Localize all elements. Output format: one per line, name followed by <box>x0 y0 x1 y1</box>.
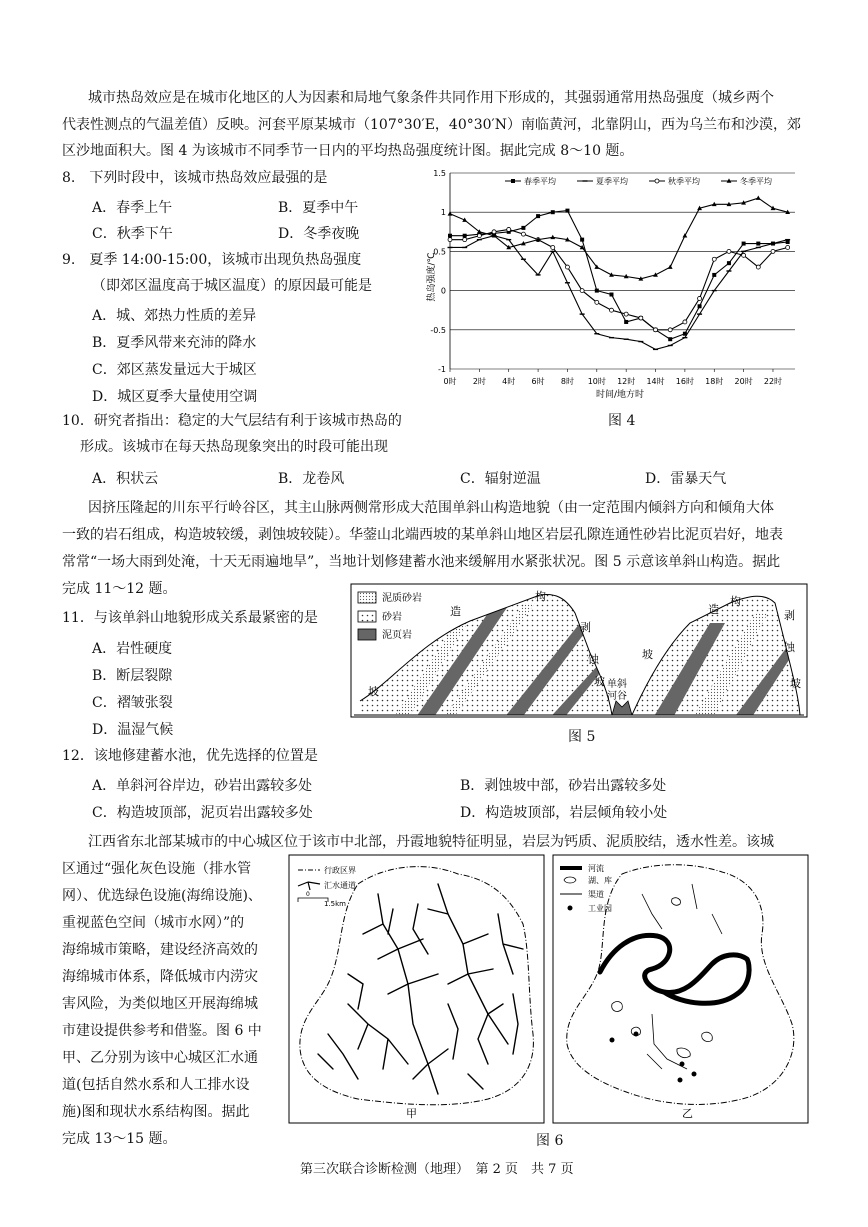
chart-x-tick-label: 16时 <box>675 377 694 386</box>
intro3-line-7: 害风险，为类似地区开展海绵城 <box>62 996 258 1012</box>
chart-point <box>448 238 452 242</box>
q9-option-c: C．郊区蒸发量远大于城区 <box>92 362 257 378</box>
legend-sandstone: 砂岩 <box>382 612 402 623</box>
chart-point <box>756 195 761 199</box>
chart-point <box>624 312 628 316</box>
chart-point <box>639 316 643 320</box>
chart-point <box>550 235 555 239</box>
label-tectonic-2: 构 <box>535 590 546 603</box>
chart-point <box>448 234 452 238</box>
chart-y-axis-label: 热岛强度/℃ <box>427 252 437 302</box>
q10-option-c: C．辐射逆温 <box>460 471 541 487</box>
chart-point <box>742 242 746 246</box>
q10-option-b: B．龙卷风 <box>278 471 345 487</box>
label-erosion-4: 蚀 <box>784 641 795 654</box>
q11-option-c: C．褶皱张裂 <box>92 695 173 711</box>
intro3-line-1: 江西省东北部某城市的中心城区位于该市中北部，丹霞地貌特征明显，岩层为钙质、泥质胶结，透水性差。该城 <box>88 834 774 850</box>
page-footer: 第三次联合诊断检测（地理） 第 2 页 共 7 页 <box>300 1162 574 1177</box>
intro2-line-3: 常常“一场大雨到处淹，十天无雨遍地旱”，当地计划修建蓄水池来缓解用水紧张状况。图 5 示意该单斜山构造。据此 <box>62 554 781 570</box>
chart-point <box>511 179 515 183</box>
chart-point <box>463 234 467 238</box>
chart-point <box>742 253 746 257</box>
q11-option-b: B．断层裂隙 <box>92 668 173 684</box>
chart-point <box>712 257 716 261</box>
label-slope-3: 坡 <box>642 648 653 661</box>
chart-series-line <box>450 211 788 340</box>
q12-option-c: C．构造坡顶部，泥页岩出露较多处 <box>92 805 313 821</box>
legend-admin-boundary: 行政区界 <box>324 866 356 875</box>
chart-point <box>756 265 760 269</box>
q9-option-d: D．城区夏季大量使用空调 <box>92 389 258 405</box>
q10-stem-1: 10．研究者指出：稳定的大气层结有利于该城市热岛的 <box>62 413 402 429</box>
q12-option-d: D．构造坡顶部，岩层倾角较小处 <box>460 805 668 821</box>
q10-stem-2: 形成。该城市在每天热岛现象突出的时段可能出现 <box>80 439 388 455</box>
chart-point <box>654 328 658 332</box>
chart-point <box>668 264 673 268</box>
figure-5-caption: 图 5 <box>568 729 596 745</box>
chart-x-tick-label: 18时 <box>705 377 724 386</box>
intro1-line-3: 区沙地面积大。图 4 为该城市不同季节一日内的平均热岛强度统计图。据此完成 8～10 题。 <box>62 143 634 159</box>
chart-point <box>565 209 569 213</box>
chart-point <box>712 273 716 277</box>
chart-x-tick-label: 14时 <box>646 377 665 386</box>
intro3-line-6: 海绵城市体系，降低城市内涝灾 <box>62 969 258 985</box>
chart-point <box>507 227 511 231</box>
figure-6-jia-map <box>288 854 546 1124</box>
q8-option-c: C．秋季下午 <box>92 226 173 242</box>
intro3-line-2: 区通过“强化灰色设施（排水管 <box>62 861 252 877</box>
chart-point <box>786 240 790 244</box>
intro3-line-10: 道(包括自然水系和人工排水设 <box>62 1077 250 1093</box>
chart-point <box>727 249 731 253</box>
chart-y-tick-label: 1 <box>440 208 446 218</box>
label-valley-1: 单斜 <box>607 679 627 690</box>
intro3-line-5: 海绵城市策略，建设经济高效的 <box>62 942 258 958</box>
figure-6-yi-label: 乙 <box>682 1107 693 1120</box>
intro3-line-11: 施)图和现状水系结构图。据此 <box>62 1104 250 1120</box>
chart-legend-label: 春季平均 <box>524 177 556 186</box>
chart-point <box>609 308 613 312</box>
q12-stem: 12．该地修建蓄水池，优先选择的位置是 <box>62 748 318 764</box>
label-tectonic-1: 造 <box>450 605 461 618</box>
intro3-line-12: 完成 13～15 题。 <box>62 1131 177 1147</box>
chart-point <box>682 233 687 237</box>
chart-y-tick-label: 0.5 <box>433 247 446 257</box>
chart-point <box>565 265 569 269</box>
legend-canal: 渠道 <box>588 890 604 899</box>
q8-option-d: D．冬季夜晚 <box>278 226 360 242</box>
chart-point <box>448 211 453 215</box>
chart-point <box>683 320 687 324</box>
label-slope-2: 坡 <box>594 675 605 688</box>
q9-stem-2: （即郊区温度高于城区温度）的原因最可能是 <box>92 278 372 294</box>
chart-point <box>727 261 731 265</box>
chart-point <box>609 293 613 297</box>
chart-legend-label: 秋季平均 <box>668 177 700 186</box>
legend-muddy-sandstone: 泥质砂岩 <box>382 593 422 604</box>
chart-x-tick-label: 0时 <box>443 377 457 386</box>
legend-industrial-park: 工业园 <box>588 904 612 913</box>
chart-point <box>580 238 584 242</box>
chart-point <box>463 238 467 242</box>
chart-x-tick-label: 12时 <box>617 377 636 386</box>
label-erosion-2: 蚀 <box>588 653 599 666</box>
q8-option-a: A．春季上午 <box>92 200 173 216</box>
chart-point <box>771 206 776 210</box>
figure-6-yi-map <box>552 854 810 1124</box>
intro2-line-2: 一致的岩石组成，构造坡较缓，剥蚀坡较陡）。华蓥山北端西坡的某单斜山地区岩层孔隙连通性砂岩比泥页岩好，地表 <box>62 527 783 543</box>
scale-bar-label: 1.5km <box>324 900 347 908</box>
q10-option-a: A．积状云 <box>92 471 159 487</box>
label-slope-4: 坡 <box>790 677 801 690</box>
legend-mudstone-shale: 泥页岩 <box>382 630 412 641</box>
chart-point <box>668 337 672 341</box>
label-valley-2: 河谷 <box>607 691 627 702</box>
chart-point <box>655 179 659 183</box>
label-tectonic-3: 造 <box>708 603 719 616</box>
q9-stem-1: 9. 夏季 14:00-15:00，该城市出现负热岛强度 <box>62 252 362 268</box>
figure-6-caption: 图 6 <box>536 1133 564 1149</box>
chart-point <box>698 304 702 308</box>
chart-series-line <box>450 198 788 279</box>
q9-option-b: B．夏季风带来充沛的降水 <box>92 335 257 351</box>
chart-x-axis-label: 时间/地方时 <box>595 390 645 400</box>
q11-stem: 11．与该单斜山地貌形成关系最紧密的是 <box>62 610 318 626</box>
intro2-line-4: 完成 11～12 题。 <box>62 581 177 597</box>
figure-4-chart <box>420 165 810 405</box>
q10-option-d: D．雷暴天气 <box>645 471 727 487</box>
chart-point <box>551 210 555 214</box>
legend-lake-reservoir: 湖、库 <box>588 876 612 885</box>
chart-y-tick-label: 0 <box>440 286 446 296</box>
chart-point <box>595 300 599 304</box>
chart-series-line <box>450 229 788 329</box>
label-tectonic-4: 构 <box>730 595 741 608</box>
chart-point <box>521 232 525 236</box>
chart-x-tick-label: 22时 <box>763 377 783 386</box>
q11-option-d: D．温湿气候 <box>92 722 174 738</box>
chart-point <box>536 214 540 218</box>
chart-point <box>771 249 775 253</box>
chart-legend-label: 冬季平均 <box>740 177 772 186</box>
chart-x-tick-label: 4时 <box>502 377 516 386</box>
chart-point <box>551 245 555 249</box>
q8-option-b: B．夏季中午 <box>278 200 359 216</box>
q12-option-a: A．单斜河谷岸边，砂岩出露较多处 <box>92 778 313 794</box>
intro3-line-9: 甲、乙分别为该中心城区汇水通 <box>62 1050 258 1066</box>
label-slope-1: 坡 <box>368 685 379 698</box>
chart-x-tick-label: 6时 <box>531 377 545 386</box>
chart-legend-label: 夏季平均 <box>596 177 628 186</box>
chart-point <box>786 245 790 249</box>
chart-x-tick-label: 2时 <box>472 377 486 386</box>
chart-point <box>521 226 525 230</box>
legend-catchment-channel: 汇水通道 <box>324 881 356 890</box>
q8-stem: 8. 下列时段中，该城市热岛效应最强的是 <box>62 170 328 186</box>
chart-point <box>756 242 760 246</box>
chart-point <box>624 320 628 324</box>
label-erosion-3: 剥 <box>784 609 795 622</box>
chart-point <box>668 328 672 332</box>
intro3-line-3: 网）、优选绿色设施(海绵设施)、 <box>62 888 262 904</box>
chart-point <box>595 289 599 293</box>
figure-6-jia-label: 甲 <box>406 1107 417 1120</box>
svg-text:0: 0 <box>306 891 310 898</box>
chart-x-tick-label: 10时 <box>587 377 606 386</box>
figure-5-monocline-diagram <box>350 583 810 723</box>
figure-4-caption: 图 4 <box>608 413 636 429</box>
chart-y-tick-label: -0.5 <box>430 325 446 335</box>
intro3-line-8: 市建设提供参考和借鉴。图 6 中 <box>62 1023 262 1039</box>
q12-option-b: B．剥蚀坡中部，砂岩出露较多处 <box>460 778 667 794</box>
q9-option-a: A．城、郊热力性质的差异 <box>92 308 257 324</box>
chart-point <box>580 289 584 293</box>
chart-y-tick-label: 1.5 <box>433 169 446 178</box>
chart-y-tick-label: -1 <box>438 365 446 374</box>
chart-point <box>477 234 481 238</box>
chart-point <box>698 296 702 300</box>
label-erosion-1: 剥 <box>580 621 591 634</box>
intro2-line-1: 因挤压隆起的川东平行岭谷区，其主山脉两侧常形成大范围单斜山构造地貌（由一定范围内倾斜方向和倾角大体 <box>88 500 774 516</box>
intro3-line-4: 重视蓝色空间（城市水网）”的 <box>62 915 245 931</box>
intro1-line-1: 城市热岛效应是在城市化地区的人为因素和局地气象条件共同作用下形成的，其强弱通常用热岛强度（城乡两个 <box>88 90 774 106</box>
legend-river: 河流 <box>588 864 604 873</box>
q11-option-a: A．岩性硬度 <box>92 641 173 657</box>
intro1-line-2: 代表性测点的气温差值）反映。河套平原某城市（107°30′E，40°30′N）南临黄河，北靠阴山，西为乌兰布和沙漠，郊 <box>62 117 801 133</box>
chart-x-tick-label: 20时 <box>734 377 753 386</box>
chart-x-tick-label: 8时 <box>560 377 574 386</box>
